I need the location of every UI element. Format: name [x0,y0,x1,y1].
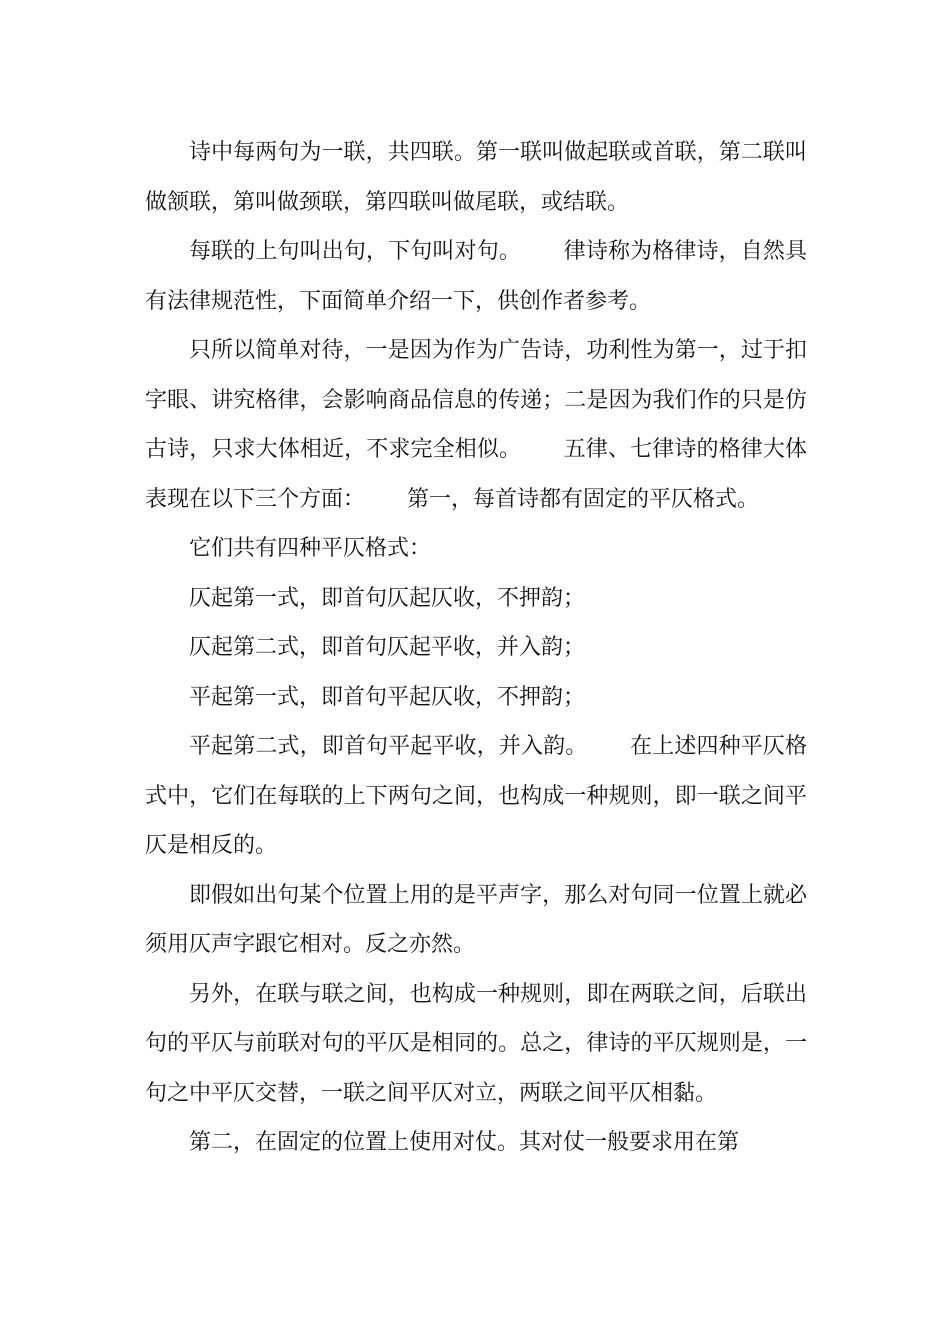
document-page [145,128,807,1168]
paragraph-format-3: 平起第一式，即首句平起仄收，不押韵； [189,684,586,710]
paragraph-chu-dui-ju: 每联的上句叫出句，下句叫对句。 律诗称为格律诗，自然具有法律规范性，下面简单介绍一下，供创作者参考。 [145,239,807,314]
paragraph-format-1: 仄起第一式，即首句仄起仄收，不押韵； [189,585,586,611]
paragraph-duizhang: 第二，在固定的位置上使用对仗。其对仗一般要求用在第 [189,1130,740,1155]
paragraph-couplets: 诗中每两句为一联，共四联。第一联叫做起联或首联，第二联叫做颔联，第叫做颈联，第四联叫做尾联，或结联。 [145,140,807,215]
paragraph-format-2: 仄起第二式，即首句仄起平收，并入韵； [189,635,586,660]
paragraph-opposite-tones: 即假如出句某个位置上用的是平声字，那么对句同一位置上就必须用仄声字跟它相对。反之亦然。 [145,882,807,957]
paragraph-four-formats-intro: 它们共有四种平仄格式： [189,536,432,561]
paragraph-couplet-rules: 另外，在联与联之间，也构成一种规则，即在两联之间，后联出句的平仄与前联对句的平仄是相同的。总之，律诗的平仄规则是，一句之中平仄交替，一联之间平仄对立，两联之间平仄相黏。 [145,981,807,1106]
paragraph-guanggao-shi: 只所以简单对待，一是因为作为广告诗，功利性为第一，过于扣字眼、讲究格律，会影响商品信息的传递；二是因为我们作的只是仿古诗，只求大体相近，不求完全相似。 五律、七律诗的格律大体表现在以下三个方面： 第一，每首诗都有固定的平仄格式。 [145,338,807,512]
paragraph-format-4: 平起第二式，即首句平起平收，并入韵。 在上述四种平仄格式中，它们在每联的上下两句之间，也构成一种规则，即一联之间平仄是相反的。 [145,734,807,858]
